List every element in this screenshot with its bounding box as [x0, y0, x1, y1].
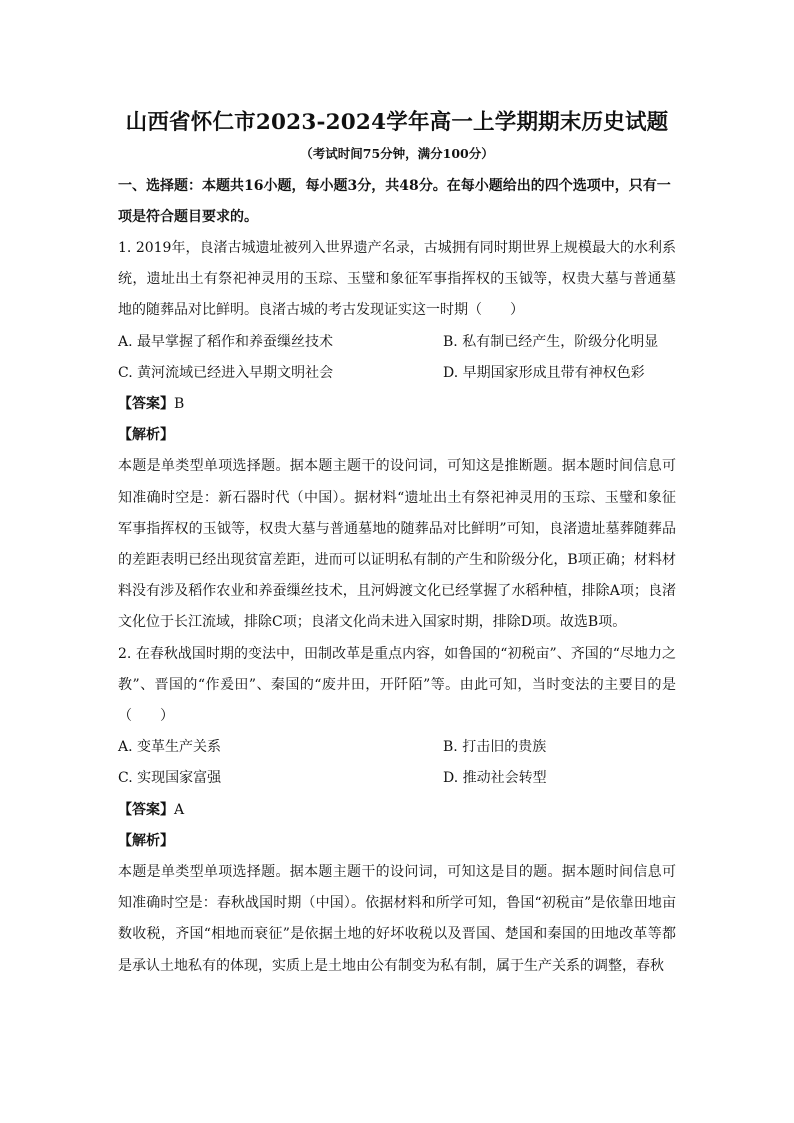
q2-analysis-heading [118, 826, 676, 857]
q2-option-b: B. 打击旧的贵族 [443, 739, 547, 756]
question-1-stem: 1. 2019年，良渚古城遗址被列入世界遗产名录，古城拥有同时期世界上规模最大的水利系统，遗址出土有祭祀神灵用的玉琮、玉璧和象征军事指挥权的玉钺等，权贵大墓与普通墓地的随葬品对比鲜明。良渚古城的考古发现证实这一时期（ ） [118, 240, 676, 319]
q2-answer-label: 【答案】 [118, 801, 174, 818]
q2-answer [118, 795, 676, 826]
question-1-options [118, 327, 676, 389]
q1-option-a: A. 最早掌握了稻作和养蚕缫丝技术 [118, 333, 334, 350]
q2-analysis-label: 【解析】 [118, 832, 174, 849]
exam-info: （考试时间75分钟，满分100分） [300, 146, 494, 161]
page-title: 山西省怀仁市2023-2024学年高一上学期期末历史试题 [125, 110, 669, 135]
question-2-stem: 2. 在春秋战国时期的变法中，田制改革是重点内容，如鲁国的“初税亩”、齐国的“尽地力之教”、晋国的“作爰田”、秦国的“废井田，开阡陌”等。由此可知，当时变法的主要目的是（ ） [118, 645, 676, 725]
q1-option-b: B. 私有制已经产生，阶级分化明显 [443, 333, 659, 350]
q2-answer-value: A [174, 801, 185, 818]
q1-option-c: C. 黄河流域已经进入早期文明社会 [118, 364, 334, 381]
q2-option-c: C. 实现国家富强 [118, 770, 222, 787]
question-2 [118, 639, 676, 982]
q2-option-d: D. 推动社会转型 [443, 770, 547, 787]
question-1 [118, 233, 676, 639]
q1-analysis-label: 【解析】 [118, 427, 174, 444]
q1-analysis-heading [118, 420, 676, 451]
q1-answer-value: B [174, 396, 185, 413]
q2-analysis: 本题是单类型单项选择题。据本题主题干的设问词，可知这是目的题。据本题时间信息可知准确时空是：春秋战国时期（中国）。依据材料和所学可知，鲁国“初税亩”是依靠田地亩数收税，齐国“相地而衰征”是依据土地的好坏收税以及晋国、楚国和秦国的田地改革等都是承认土地私有的体现，实质上是土地由公有制变为私有制，属于生产关系的调整，春秋 [118, 864, 676, 974]
section-heading: 一、选择题：本题共16小题，每小题3分，共48分。在每小题给出的四个选项中，只有一项是符合题目要求的。 [118, 178, 671, 225]
q1-answer [118, 389, 676, 420]
question-2-options [118, 732, 676, 794]
q2-option-a: A. 变革生产关系 [118, 739, 222, 756]
q1-option-d: D. 早期国家形成且带有神权色彩 [443, 364, 645, 381]
q1-analysis: 本题是单类型单项选择题。据本题主题干的设问词，可知这是推断题。据本题时间信息可知准确时空是：新石器时代（中国）。据材料“遗址出土有祭祀神灵用的玉琮、玉璧和象征军事指挥权的玉钺等，权贵大墓与普通墓地的随葬品对比鲜明”可知，良渚遗址墓葬随葬品的差距表明已经出现贫富差距，进而可以证明私有制的产生和阶级分化，B项正确；材料材料没有涉及稻作农业和养蚕缫丝技术，且河姆渡文化已经掌握了水稻种植，排除A项；良渚文化位于长江流域，排除C项；良渚文化尚未进入国家时期，排除D项。故选B项。 [118, 458, 676, 631]
q1-answer-label: 【答案】 [118, 396, 174, 413]
